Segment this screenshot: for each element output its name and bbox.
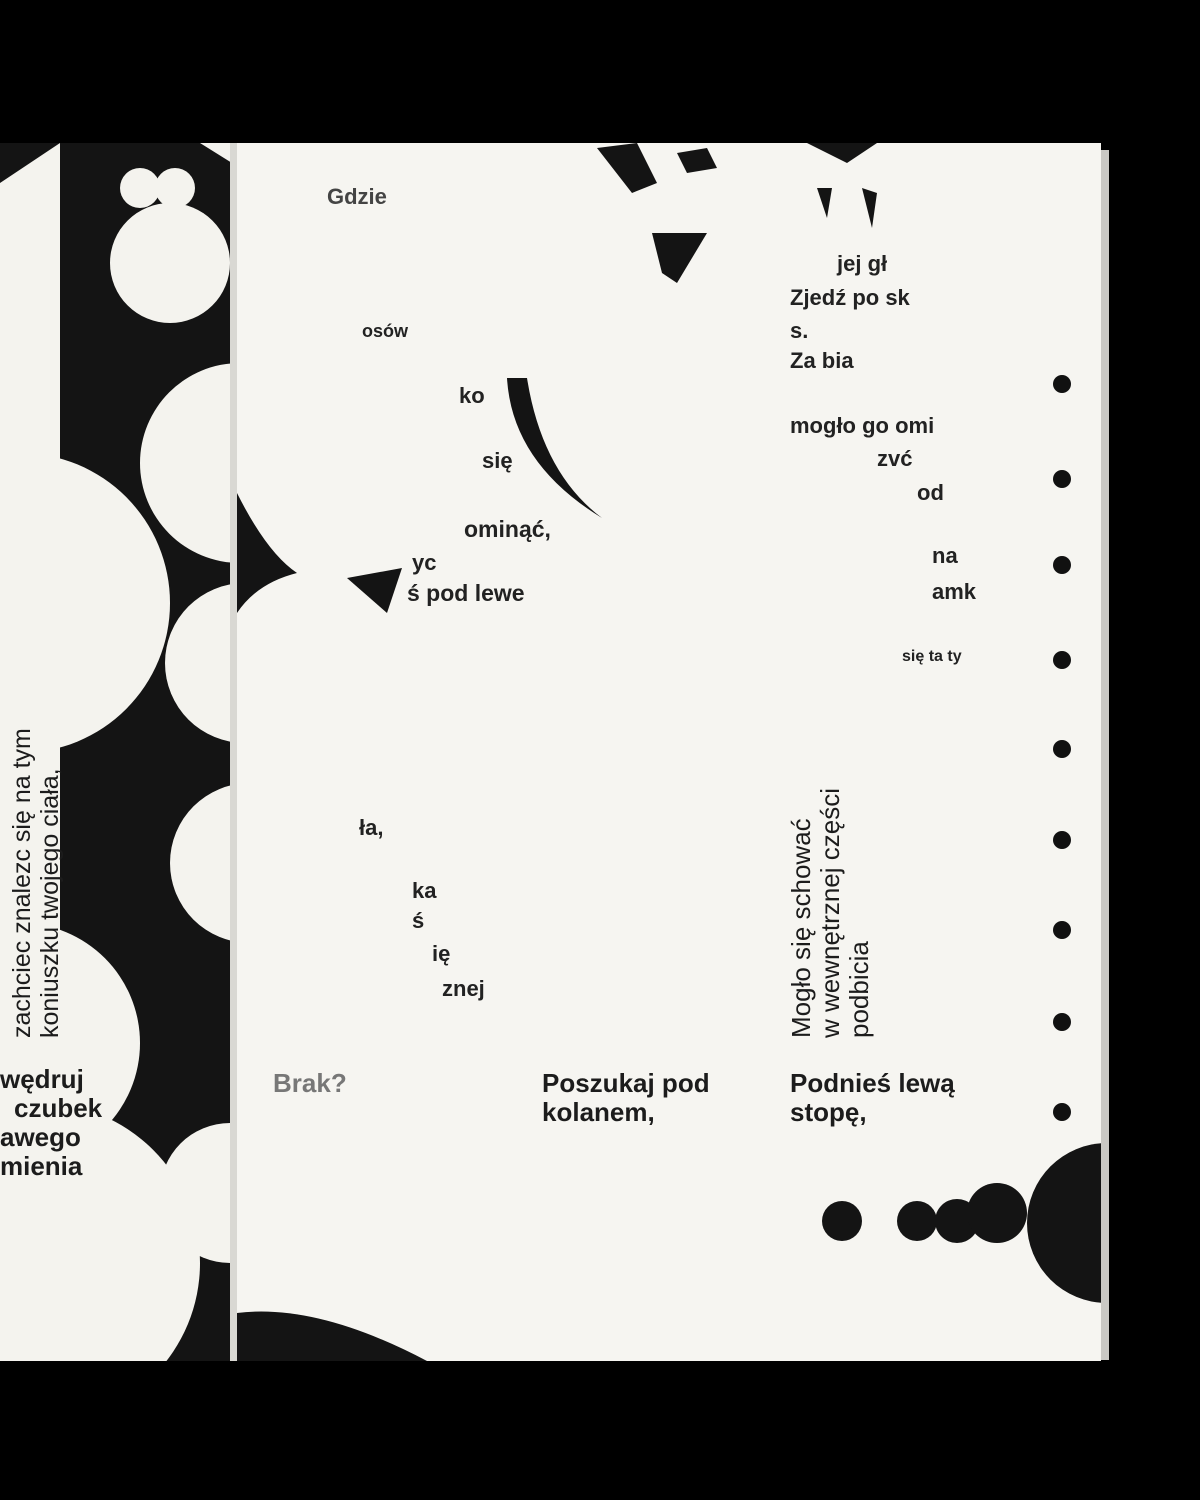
right-vertical-line-2: w wewnętrznej części xyxy=(815,788,846,1038)
podnies-line-1: Podnieś lewą xyxy=(790,1068,955,1098)
right-page xyxy=(237,143,1101,1361)
margin-dot xyxy=(1053,921,1071,939)
fragment-21: znej xyxy=(442,976,485,1001)
brak-heading: Brak? xyxy=(273,1068,347,1098)
left-vertical-line-2: koniuszku twojego ciała, xyxy=(36,768,64,1038)
margin-dot xyxy=(1053,556,1071,574)
fragment-14: ominąć, xyxy=(464,516,551,542)
right-title-fragment: Gdzie xyxy=(327,184,387,209)
fragment-18: ka xyxy=(412,878,437,903)
left-bottom-line-3: awego xyxy=(0,1122,81,1153)
fragment-20: ię xyxy=(432,941,451,966)
margin-dot xyxy=(1053,831,1071,849)
poszukaj-line-1: Poszukaj pod xyxy=(542,1068,710,1098)
margin-dot xyxy=(1053,470,1071,488)
fragment-7: od xyxy=(917,480,944,505)
left-bottom-text xyxy=(0,1065,102,1181)
left-vertical-text xyxy=(8,728,64,1038)
right-vertical-text xyxy=(787,788,874,1038)
fragment-3: s. xyxy=(790,318,809,343)
fragment-8: na xyxy=(932,543,958,568)
fragment-1: jej gł xyxy=(837,251,888,276)
left-bottom-line-4: mienia xyxy=(0,1151,83,1182)
fragment-9: amk xyxy=(932,579,977,604)
fragment-5: mogło go omi xyxy=(790,413,935,438)
left-bottom-line-2: czubek xyxy=(14,1093,103,1124)
fragment-16: ś pod lewe xyxy=(407,580,525,606)
fragment-12: ko xyxy=(459,383,485,408)
fragment-2: Zjedź po sk xyxy=(790,285,910,310)
poszukaj-line-2: kolanem, xyxy=(542,1097,655,1128)
margin-dot xyxy=(1053,1103,1071,1121)
margin-dot xyxy=(1053,740,1071,758)
poszukaj-text xyxy=(542,1069,710,1127)
left-bottom-line-1: wędruj xyxy=(0,1064,84,1094)
margin-dot xyxy=(1053,375,1071,393)
fragment-4: Za bia xyxy=(790,348,854,373)
left-vertical-line-1: zachciec znalezc się na tym xyxy=(8,728,36,1038)
right-vertical-line-1: Mogło się schować xyxy=(786,818,816,1038)
fragment-15: yc xyxy=(412,550,437,575)
margin-dot xyxy=(1053,651,1071,669)
fragment-6: zvć xyxy=(877,446,913,471)
fragment-19: ś xyxy=(412,908,425,933)
podnies-line-2: stopę, xyxy=(790,1097,867,1128)
margin-dot xyxy=(1053,1013,1071,1031)
fragment-13: się xyxy=(482,448,513,473)
fragment-11: osów xyxy=(362,321,409,341)
right-vertical-line-3: podbicia xyxy=(844,941,875,1038)
fragment-10: się ta ty xyxy=(902,648,962,665)
left-page xyxy=(0,143,232,1361)
podnies-text xyxy=(790,1069,955,1127)
fragment-17: ła, xyxy=(359,815,384,840)
page-edge xyxy=(1101,150,1109,1360)
